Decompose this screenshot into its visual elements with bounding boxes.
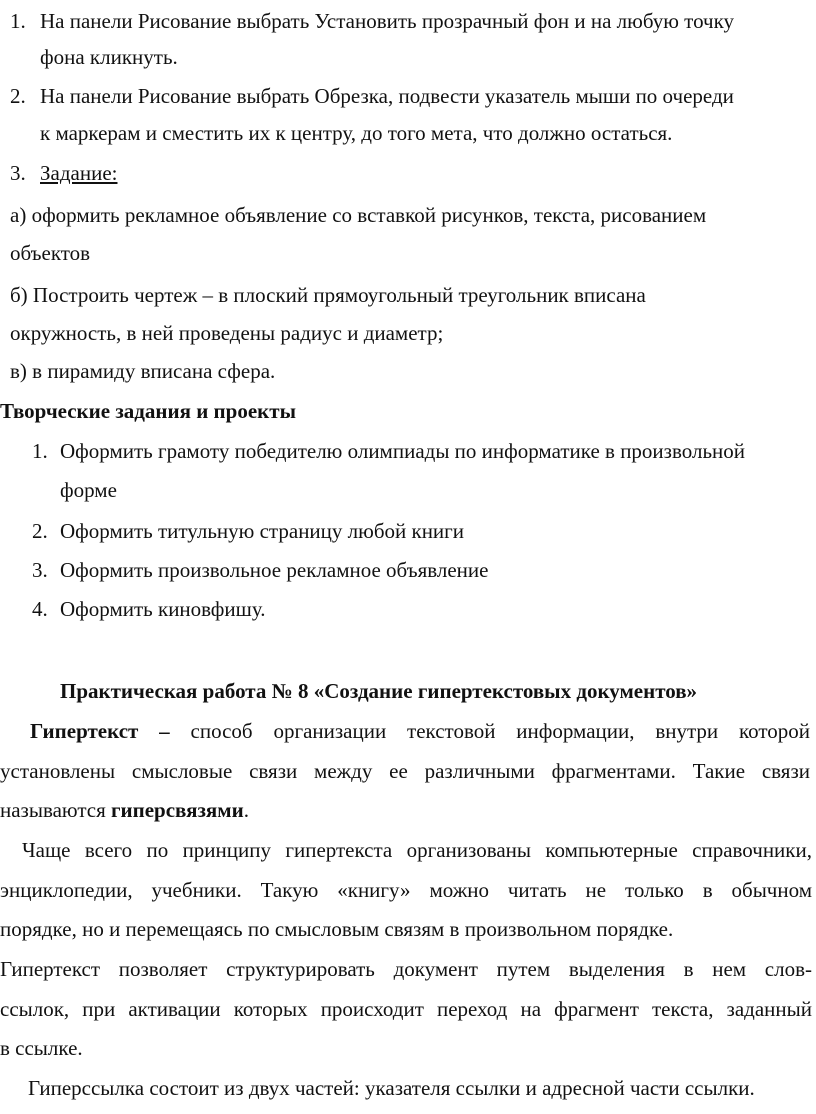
list-number: 3.: [10, 161, 26, 185]
punctuation: .: [243, 798, 249, 822]
list-number: 2.: [32, 519, 48, 543]
paragraph-text: способ организации текстовой информации, внутри которой: [190, 719, 810, 743]
list-item-text: На панели Рисование выбрать Установить прозрачный фон и на любую точку: [40, 9, 734, 33]
task-b: б) Построить чертеж – в плоский прямоугольный треугольник вписана: [10, 283, 646, 307]
paragraph-line: энциклопедии, учебники. Такую «книгу» можно читать не только в обычном: [0, 878, 812, 902]
list-item-text: Оформить титульную страницу любой книги: [60, 519, 465, 543]
paragraph-line: Чаще всего по принципу гипертекста организованы компьютерные справочники,: [22, 838, 812, 862]
list-item-text: На панели Рисование выбрать Обрезка, подвести указатель мыши по очереди: [40, 84, 734, 108]
list-number: 3.: [32, 558, 48, 582]
list-item-continuation: форме: [60, 478, 117, 502]
term: Гипертекст –: [30, 719, 170, 743]
list-number: 2.: [10, 84, 26, 108]
list-item-text: Оформить произвольное рекламное объявление: [60, 558, 489, 582]
task-a: а) оформить рекламное объявление со вставкой рисунков, текста, рисованием: [10, 203, 707, 227]
paragraph-line: Гиперссылка состоит из двух частей: указателя ссылки и адресной части ссылки.: [28, 1076, 755, 1100]
list-item-continuation: фона кликнуть.: [40, 45, 178, 69]
task-c: в) в пирамиду вписана сфера.: [10, 359, 276, 383]
list-item-continuation: к маркерам и сместить их к центру, до того мета, что должно остаться.: [40, 121, 673, 145]
task-a-continuation: объектов: [10, 241, 91, 265]
task-label: Задание:: [40, 161, 118, 185]
paragraph-line: Гипертекст позволяет структурировать документ путем выделения в нем слов-: [0, 957, 812, 981]
list-number: 4.: [32, 597, 48, 621]
paragraph-line: порядке, но и перемещаясь по смысловым связям в произвольном порядке.: [0, 917, 674, 941]
paragraph-line: ссылок, при активации которых происходит переход на фрагмент текста, заданный: [0, 997, 812, 1021]
list-number: 1.: [32, 439, 48, 463]
list-number: 1.: [10, 9, 26, 33]
term: гиперсвязями: [111, 798, 244, 822]
paragraph-line: [0, 797, 249, 823]
paragraph-line: в ссылке.: [0, 1036, 83, 1060]
paragraph-line: [30, 718, 810, 744]
list-item-text: Оформить киновфишу.: [60, 597, 266, 621]
list-item-text: Оформить грамоту победителю олимпиады по информатике в произвольной: [60, 439, 745, 463]
practical-title: Практическая работа № 8 «Создание гипертекстовых документов»: [60, 679, 698, 703]
task-b-continuation: окружность, в ней проведены радиус и диаметр;: [10, 321, 444, 345]
paragraph-line: установлены смысловые связи между ее различными фрагментами. Такие связи: [0, 759, 810, 783]
paragraph-text: называются: [0, 798, 106, 822]
section-heading: Творческие задания и проекты: [0, 399, 296, 423]
